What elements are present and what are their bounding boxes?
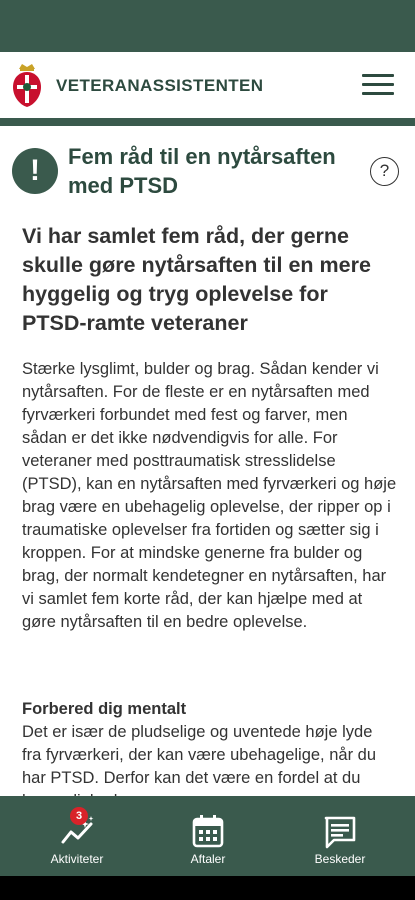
section-heading: Forbered dig mentalt bbox=[22, 700, 187, 718]
status-bar bbox=[0, 0, 415, 52]
nav-activities[interactable] bbox=[22, 796, 132, 876]
app-title: VETERANASSISTENTEN bbox=[56, 76, 264, 95]
nav-activities-label: Aktiviteter bbox=[50, 852, 104, 866]
system-navigation-bar bbox=[0, 876, 415, 900]
article-lead: Vi har samlet fem råd, der gerne skulle gøre nytårsaften til en mere hyggelig og tryg oplevelse for PTSD-ramte veteraner bbox=[22, 224, 371, 335]
menu-line bbox=[362, 92, 394, 95]
nav-messages[interactable] bbox=[285, 796, 395, 876]
help-button[interactable]: ? bbox=[370, 157, 399, 186]
logo-crest-icon bbox=[9, 61, 45, 109]
exclamation-icon: ! bbox=[12, 148, 58, 194]
message-icon bbox=[322, 814, 358, 850]
nav-appointments-label: Aftaler bbox=[190, 852, 226, 866]
nav-messages-label: Beskeder bbox=[314, 852, 366, 866]
bottom-navigation bbox=[0, 796, 415, 876]
section-text: Det er især de pludselige og uventede høje lyde fra fyrværkeri, der kan være ubehagelige, når du har PTSD. Derfor kan det være en fordel at du bbox=[22, 723, 377, 787]
header-divider bbox=[0, 118, 415, 126]
hamburger-menu-button[interactable] bbox=[358, 72, 398, 98]
article-intro: Stærke lysglimt, bulder og brag. Sådan kender vi nytårsaften. For de fleste er en nytårsaften med fyrværkeri forbundet med fest og farver, men sådan er det ikke nødvendigvis for alle. For veteraner med posttraumatisk stresslidelse (PTSD), kan en nytårsaften med fyrværkeri og høje brag være en ubehagelig oplevelse, der ripper op i traumatiske oplevelser fra fortiden og sætter sig i kroppen. For at mindske generne fra bulder og brag, der normalt kendetegner en nytårsaften, har vi samlet fem korte råd, der kan hjælpe med at gøre nytårsaften til en bedre oplevelse. bbox=[22, 360, 397, 631]
app-header bbox=[0, 52, 415, 118]
menu-line bbox=[362, 74, 394, 77]
nav-appointments[interactable] bbox=[153, 796, 263, 876]
menu-line bbox=[362, 83, 394, 86]
calendar-icon bbox=[191, 814, 225, 848]
article-scroll-area[interactable] bbox=[0, 126, 415, 796]
activities-badge: 3 bbox=[70, 807, 88, 825]
page-title: Fem råd til en nytårsaften med PTSD bbox=[68, 144, 336, 198]
